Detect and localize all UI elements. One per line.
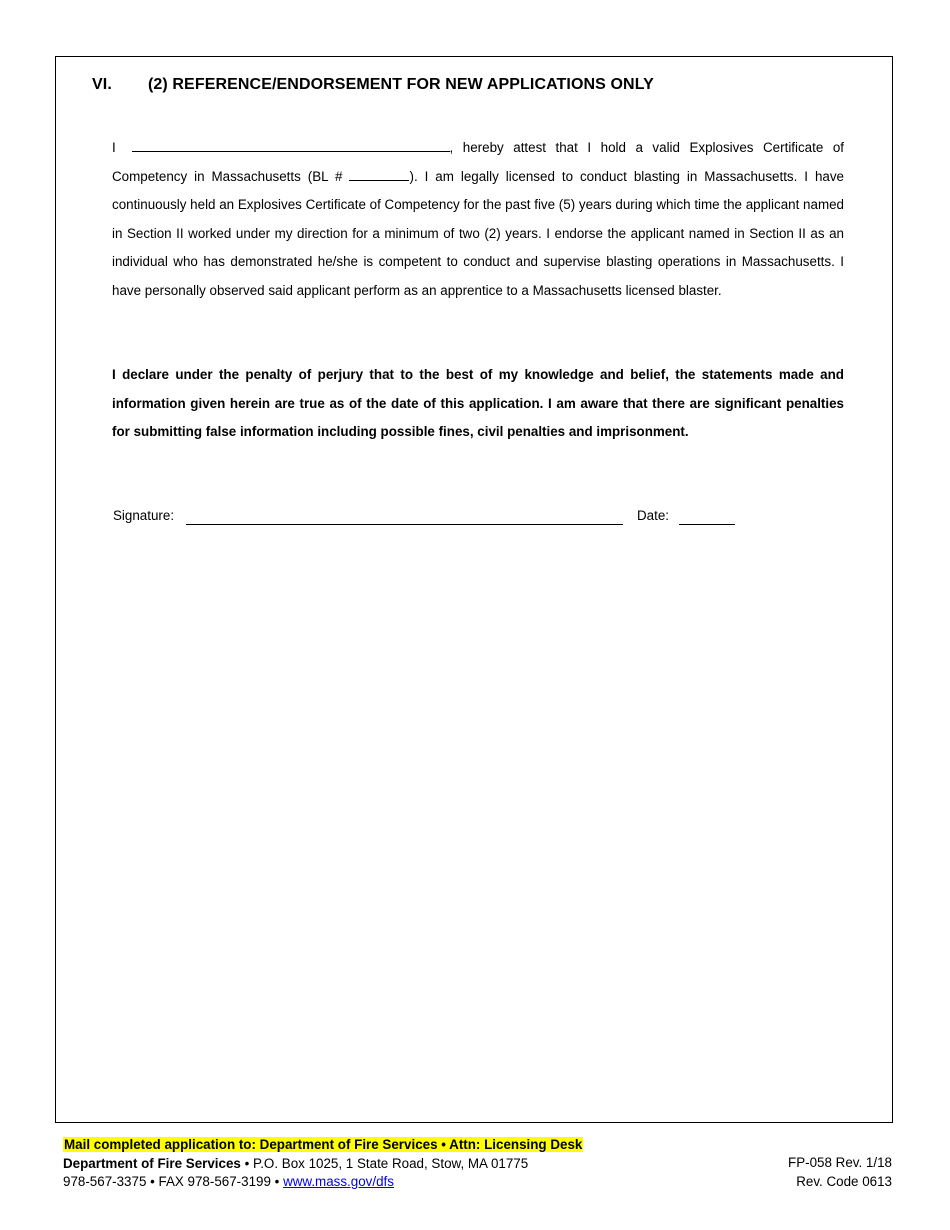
website-link[interactable]: www.mass.gov/dfs bbox=[283, 1174, 394, 1189]
date-field[interactable] bbox=[679, 524, 735, 525]
section-heading bbox=[92, 76, 654, 94]
mail-instructions: Mail completed application to: Department of Fire Services • Attn: Licensing Desk bbox=[64, 1137, 583, 1152]
phone-fax: 978-567-3375 • FAX 978-567-3199 • bbox=[63, 1174, 284, 1189]
attestation-part2: ). I am legally licensed to conduct blasting in Massachusetts. I have continuously held an Explosives Certificate of Competency for the past five (5) years during which time the applicant named in Section II worked under my direction for a minimum of two (2) years. I endorse the applicant named in Section II as an individual who has demonstrated he/she is competent to conduct and supervise blasting operations in Massachusetts. I have personally observed said applicant perform as an apprentice to a Massachusetts licensed blaster. bbox=[112, 168, 844, 298]
department-name: Department of Fire Services bbox=[63, 1155, 241, 1171]
department-address: • P.O. Box 1025, 1 State Road, Stow, MA 01775 bbox=[240, 1155, 529, 1171]
section-number: VI. bbox=[92, 76, 112, 93]
signature-field[interactable] bbox=[186, 524, 623, 525]
declaration-paragraph: I declare under the penalty of perjury that to the best of my knowledge and belief, the statements made and information given herein are true as of the date of this application. I am aware that there are significant penalties for submitting false information including possible fines, civil penalties and imprisonment. bbox=[112, 367, 844, 439]
footer-contact bbox=[63, 1136, 583, 1192]
bl-number-field[interactable] bbox=[349, 168, 409, 181]
date-label: Date: bbox=[637, 508, 670, 523]
endorser-name-field[interactable] bbox=[132, 139, 450, 152]
section-title: (2) REFERENCE/ENDORSEMENT FOR NEW APPLICATIONS ONLY bbox=[148, 76, 654, 93]
rev-code: Rev. Code 0613 bbox=[796, 1173, 892, 1189]
form-id: FP-058 Rev. 1/18 bbox=[788, 1155, 892, 1170]
signature-label: Signature: bbox=[113, 508, 175, 523]
attestation-lead: I bbox=[112, 140, 116, 155]
attestation-paragraph bbox=[112, 134, 844, 305]
footer-form-info bbox=[788, 1154, 892, 1191]
attestation-part1: , hereby attest that I hold a valid Explosives Certificate of Competency in Massachusetts (BL # bbox=[112, 140, 844, 184]
